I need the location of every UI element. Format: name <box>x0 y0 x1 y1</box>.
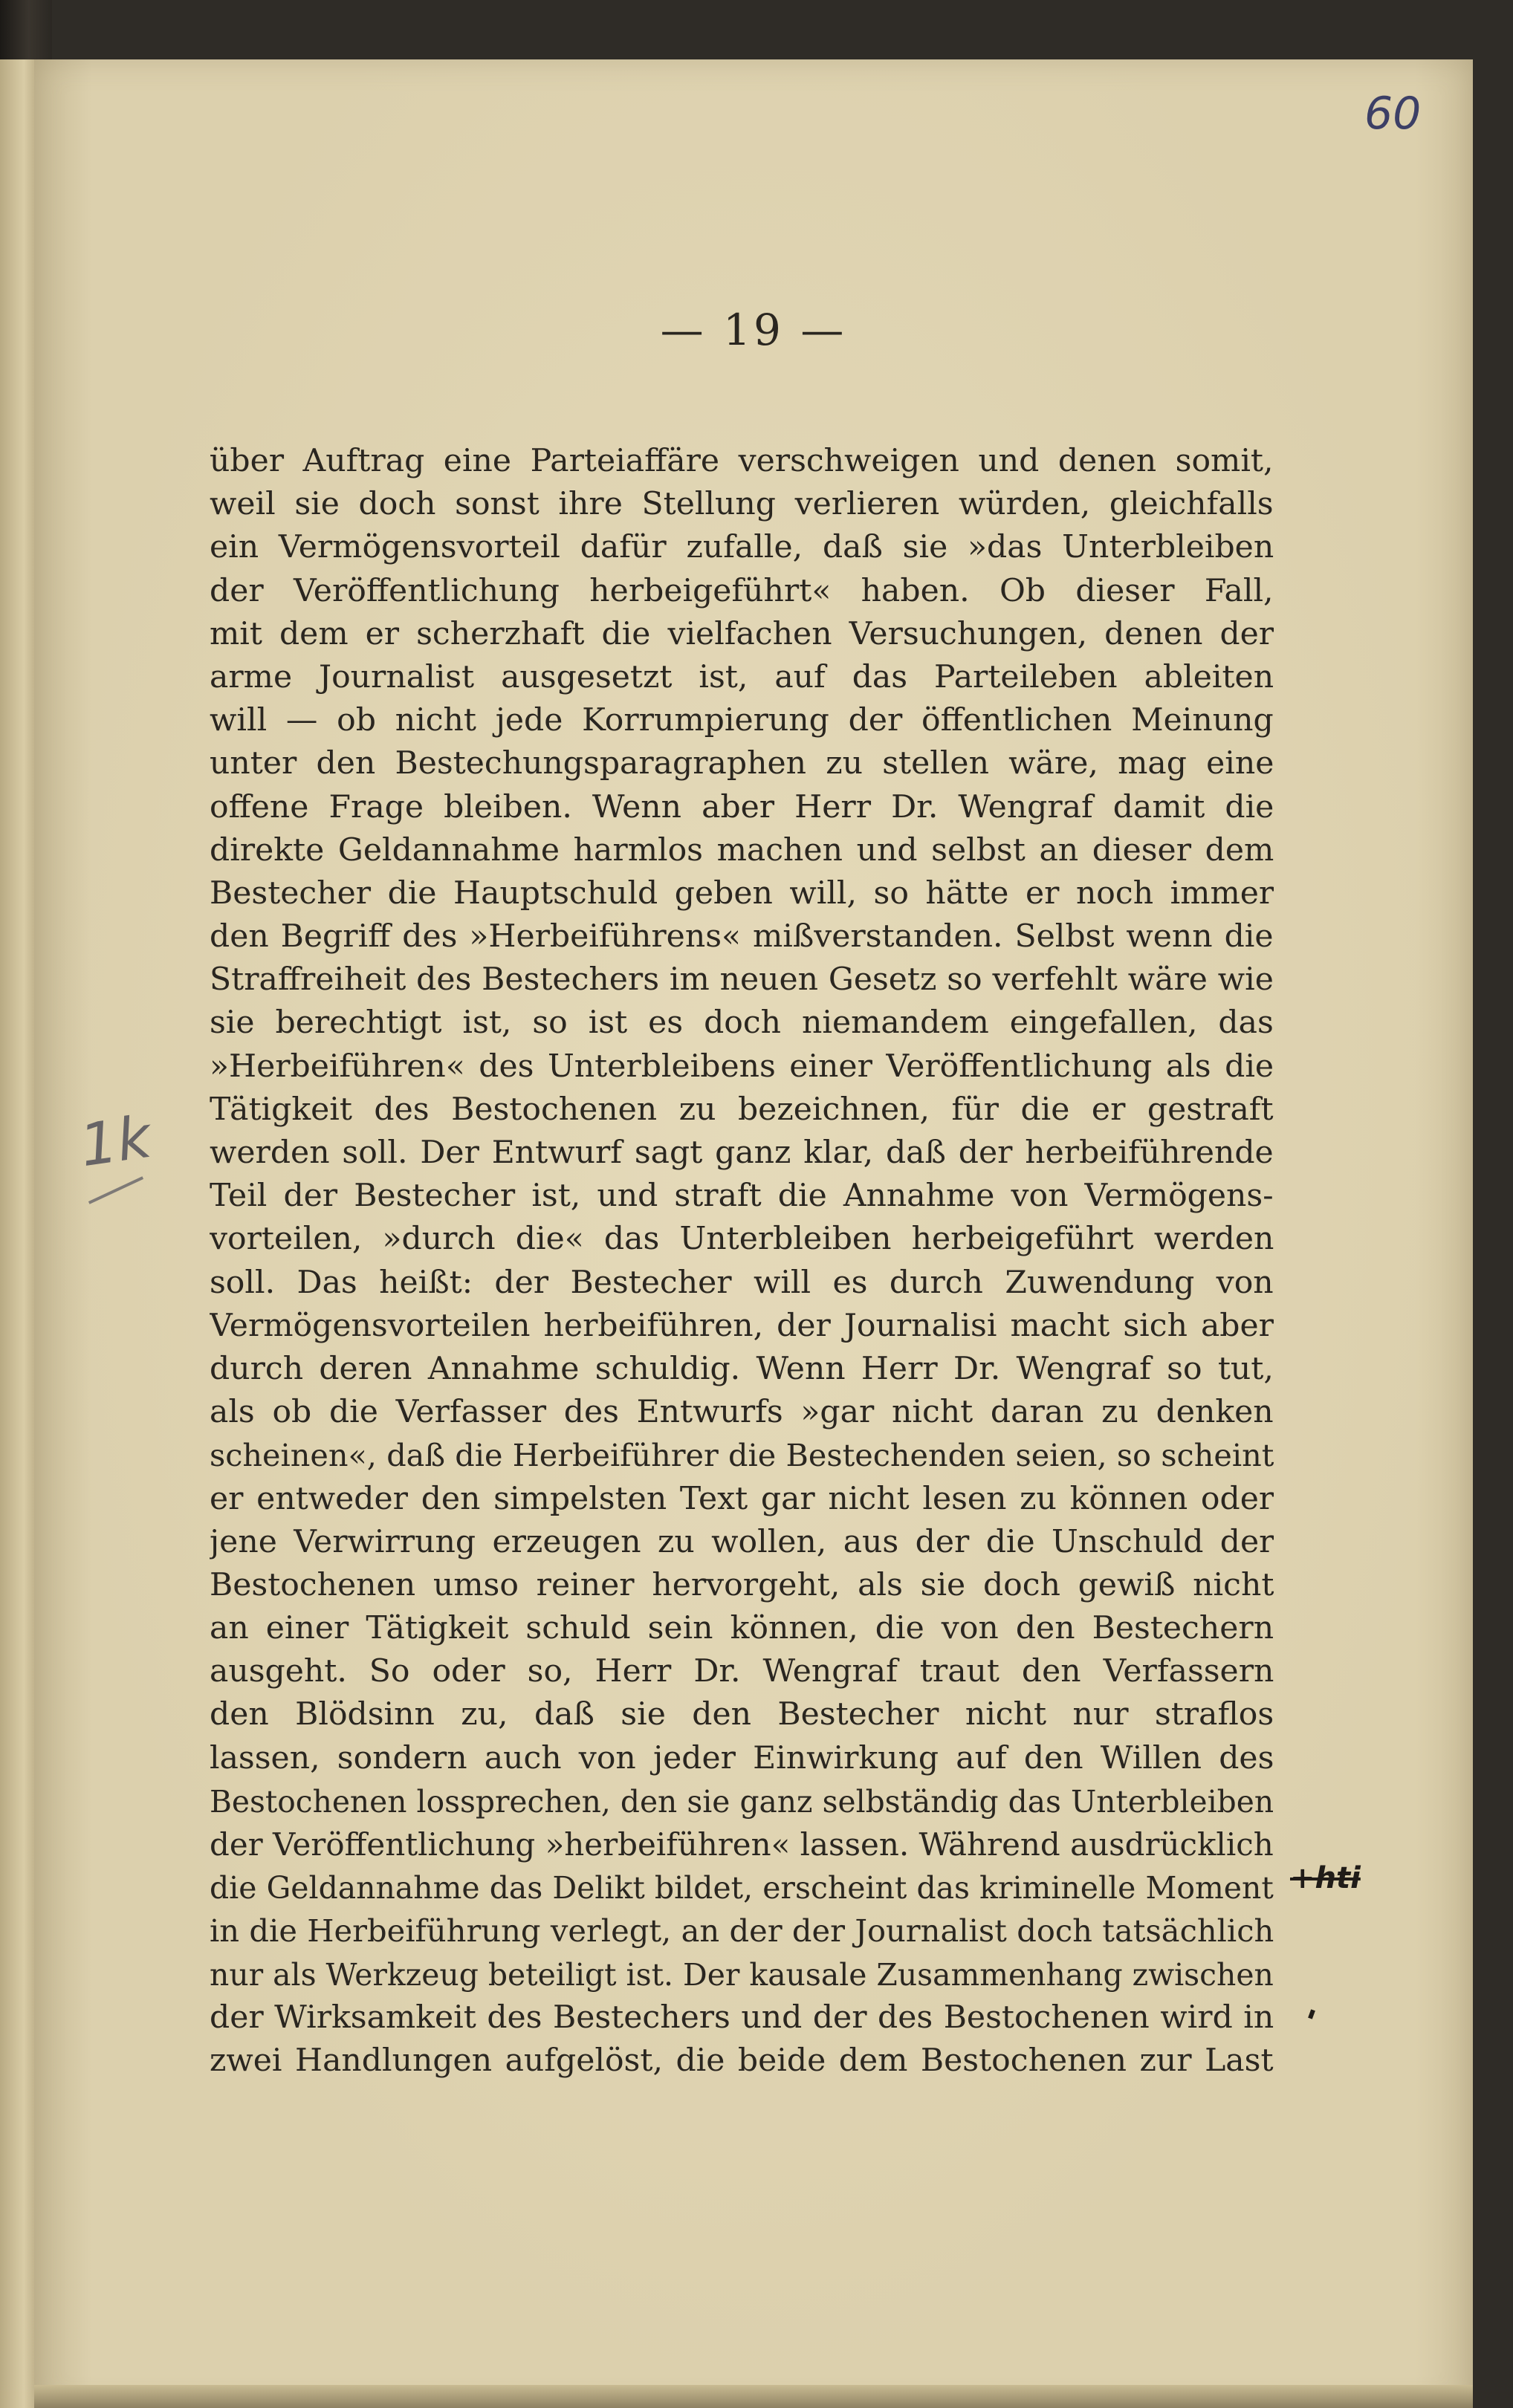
text-line: die Geldannahme das Delikt bildet, erscheint das kriminelle Moment <box>210 1870 1274 1906</box>
text-line: arme Journalist ausgesetzt ist, auf das Parteileben ableiten <box>210 658 1274 695</box>
text-line: ausgeht. So oder so, Herr Dr. Wengraf traut den Verfassern <box>210 1653 1274 1690</box>
text-line: »Herbeiführen« des Unterbleibens einer Veröffentlichung als die <box>210 1048 1274 1085</box>
text-line: der Veröffentlichung herbeigeführt« haben. Ob dieser Fall, <box>210 572 1274 609</box>
text-line: sie berechtigt ist, so ist es doch niemandem eingefallen, das <box>210 1005 1274 1042</box>
text-line: lassen, sondern auch von jeder Einwirkung auf den Willen des <box>210 1739 1274 1776</box>
text-line: jene Verwirrung erzeugen zu wollen, aus der die Unschuld der <box>210 1523 1274 1560</box>
text-line: den Blödsinn zu, daß sie den Bestecher nicht nur straflos <box>210 1696 1274 1733</box>
text-line: Bestochenen umso reiner hervorgeht, als sie doch gewiß nicht <box>210 1566 1274 1603</box>
text-line: vorteilen, »durch die« das Unterbleiben herbeigeführt werden <box>210 1221 1274 1258</box>
text-line: Bestecher die Hauptschuld geben will, so hätte er noch immer <box>210 874 1274 912</box>
text-line: als ob die Verfasser des Entwurfs »gar nicht daran zu denken <box>210 1394 1274 1431</box>
body-text <box>210 440 1274 2083</box>
text-line: weil sie doch sonst ihre Stellung verlieren würden, gleichfalls <box>210 486 1274 523</box>
pencil-margin-stroke <box>88 1176 143 1204</box>
text-line: scheinen«, daß die Herbeiführer die Bestechenden seien, so scheint <box>210 1438 1274 1474</box>
text-line: offene Frage bleiben. Wenn aber Herr Dr. Wengraf damit die <box>210 788 1274 825</box>
pencil-margin-note: 1k <box>76 1103 155 1181</box>
text-line: der Veröffentlichung »herbeiführen« lassen. Während ausdrücklich <box>210 1826 1274 1863</box>
text-line: in die Herbeiführung verlegt, an der der Journalist doch tatsächlich <box>210 1912 1274 1950</box>
page-number: — 19 — <box>660 305 847 355</box>
text-line: zwei Handlungen aufgelöst, die beide dem Bestochenen zur Last <box>210 2042 1274 2079</box>
text-line: den Begriff des »Herbeiführens« mißverstanden. Selbst wenn die <box>210 918 1274 955</box>
text-line: an einer Tätigkeit schuld sein können, die von den Bestechern <box>210 1610 1274 1647</box>
text-line: Teil der Bestecher ist, und straft die Annahme von Vermögens- <box>210 1178 1274 1215</box>
text-line: Tätigkeit des Bestochenen zu bezeichnen, für die er gestraft <box>210 1091 1274 1128</box>
text-line: nur als Werkzeug beteiligt ist. Der kausale Zusammenhang zwischen <box>210 1956 1274 1993</box>
text-line: soll. Das heißt: der Bestecher will es durch Zuwendung von <box>210 1264 1274 1301</box>
text-line: ein Vermögensvorteil dafür zufalle, daß sie »das Unterbleiben <box>210 529 1274 566</box>
text-line: Straffreiheit des Bestechers im neuen Gesetz so verfehlt wäre wie <box>210 961 1274 999</box>
text-line: direkte Geldannahme harmlos machen und selbst an dieser dem <box>210 831 1274 869</box>
text-line: durch deren Annahme schuldig. Wenn Herr Dr. Wengraf so tut, <box>210 1350 1274 1387</box>
text-line: mit dem er scherzhaft die vielfachen Versuchungen, denen der <box>210 615 1274 652</box>
ink-margin-correction: +hti <box>1290 1861 1361 1895</box>
text-line: er entweder den simpelsten Text gar nicht lesen zu können oder <box>210 1480 1274 1517</box>
text-line: über Auftrag eine Parteiaffäre verschweigen und denen somit, <box>210 443 1274 479</box>
page-bottom-edge <box>34 2385 1473 2408</box>
text-line: will — ob nicht jede Korrumpierung der öffentlichen Meinung <box>210 702 1274 739</box>
text-line: werden soll. Der Entwurf sagt ganz klar, daß der herbeiführende <box>210 1135 1274 1171</box>
text-line: unter den Bestechungsparagraphen zu stellen wäre, mag eine <box>210 745 1274 782</box>
text-line: Bestochenen lossprechen, den sie ganz selbständig das Unterbleiben <box>210 1783 1274 1820</box>
handwritten-folio-number: 60 <box>1364 88 1422 140</box>
book-page <box>34 59 1473 2408</box>
text-line: Vermögensvorteilen herbeiführen, der Journalisi macht sich aber <box>210 1307 1274 1344</box>
previous-page-edge <box>0 59 36 2408</box>
ink-margin-mark <box>1308 2009 1315 2019</box>
text-line: der Wirksamkeit des Bestechers und der des Bestochenen wird in <box>210 1999 1274 2036</box>
